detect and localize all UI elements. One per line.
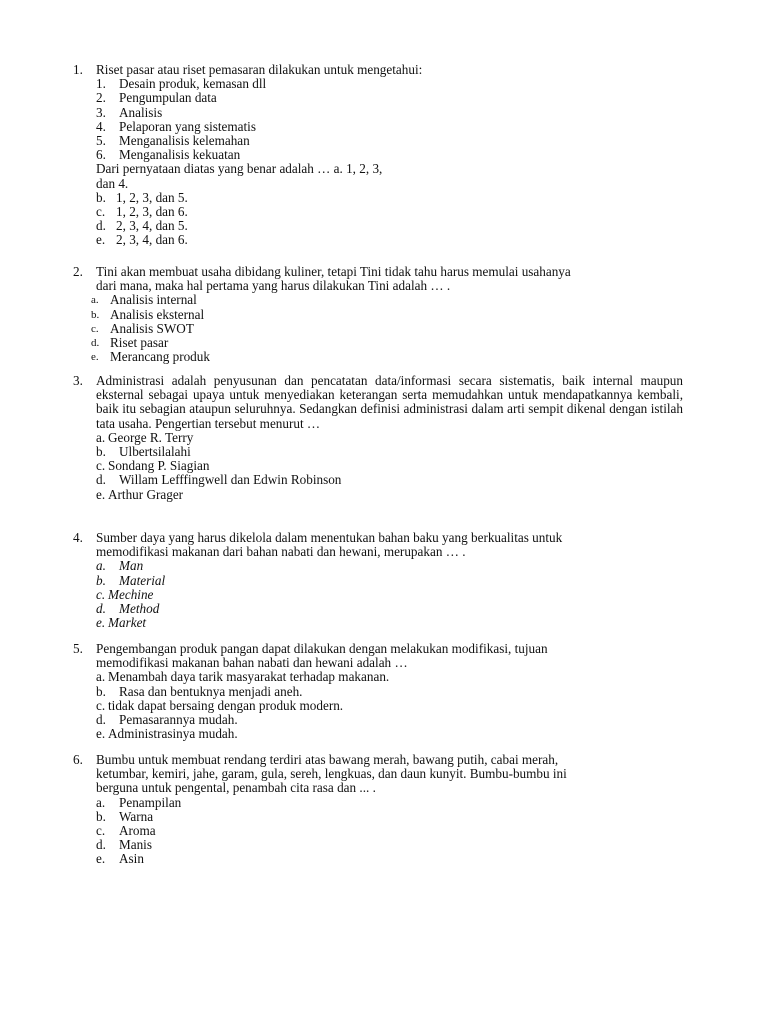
statement-text: Pengumpulan data: [119, 90, 217, 106]
statement-text: Analisis: [119, 104, 163, 120]
option-text: Market: [108, 615, 147, 631]
option-text: Man: [119, 558, 144, 574]
option-list: [73, 559, 683, 630]
option-label: d.: [91, 336, 100, 349]
option-item: [73, 445, 683, 459]
option-text: George R. Terry: [108, 429, 194, 445]
question-number: 1.: [73, 62, 83, 77]
option-item: [73, 852, 683, 866]
option-item: [73, 219, 683, 233]
option-label: e.: [96, 232, 106, 248]
option-list: [73, 191, 683, 248]
option-text: Sondang P. Siagian: [108, 458, 210, 474]
question-number: 4.: [73, 530, 83, 545]
statement-item: [73, 120, 683, 134]
option-label: a.: [96, 429, 106, 445]
option-text: Arthur Grager: [108, 486, 184, 502]
question-number: 5.: [73, 641, 83, 656]
question-stem-continued: ketumbar, kemiri, jahe, garam, gula, sereh, lengkuas, dan daun kunyit. Bumbu-bumbu ini: [96, 766, 567, 782]
option-text: Penampilan: [119, 794, 182, 810]
question-2: [73, 265, 683, 364]
statement-text: Pelaporan yang sistematis: [119, 118, 256, 134]
option-label: a.: [96, 794, 106, 810]
option-text: 2, 3, 4, dan 6.: [116, 232, 188, 248]
question-3: [73, 374, 683, 502]
option-label: c.: [96, 458, 106, 474]
option-item: [73, 205, 683, 219]
option-item: [73, 810, 683, 824]
question-stem: Tini akan membuat usaha dibidang kuliner, tetapi Tini tidak tahu harus memulai usahanya: [96, 264, 571, 279]
option-item: [73, 350, 683, 364]
option-text: 1, 2, 3, dan 6.: [116, 203, 188, 219]
statement-list: [73, 77, 683, 162]
option-text: Pemasarannya mudah.: [119, 711, 238, 727]
question-prompt: Dari pernyataan diatas yang benar adalah … a. 1, 2, 3,: [96, 161, 383, 177]
option-label: d.: [96, 711, 106, 727]
statement-item: [73, 148, 683, 162]
statement-text: Menganalisis kekuatan: [119, 147, 241, 163]
option-text: Menambah daya tarik masyarakat terhadap makanan.: [108, 669, 390, 685]
option-label: d.: [96, 472, 106, 488]
option-item: [73, 824, 683, 838]
option-text: Aroma: [119, 822, 156, 838]
statement-item: [73, 134, 683, 148]
option-item: [73, 233, 683, 247]
option-label: e.: [96, 726, 106, 742]
question-5: [73, 642, 683, 741]
option-label: c.: [91, 322, 99, 335]
option-text: 2, 3, 4, dan 5.: [116, 218, 188, 234]
option-text: Analisis eksternal: [110, 306, 205, 322]
statement-number: 4.: [96, 118, 106, 134]
option-text: Analisis internal: [110, 292, 197, 308]
option-item: [73, 191, 683, 205]
statement-text: Desain produk, kemasan dll: [119, 76, 267, 92]
option-item: [73, 559, 683, 573]
question-stem: Administrasi adalah penyusunan dan pencatatan data/informasi secara sistematis, baik internal maupun eksternal sebagai upaya untuk menyediakan keterangan serta memudahkan untuk mendapatkannya kembali, baik itu sebagian ataupun seluruhnya. Sedangkan definisi administrasi dalam arti sempit dikenal dengan istilah tata usaha. Pengertian tersebut menurut …: [96, 373, 683, 431]
statement-number: 1.: [96, 76, 106, 92]
question-stem-continued: memodifikasi makanan bahan nabati dan hewani adalah …: [96, 655, 408, 671]
option-label: e.: [96, 851, 106, 867]
option-text: Ulbertsilalahi: [119, 444, 191, 459]
option-text: Material: [119, 572, 166, 588]
statement-text: Menganalisis kelemahan: [119, 132, 250, 148]
question-number: 2.: [73, 264, 83, 279]
option-label: c.: [96, 203, 106, 219]
question-stem: Sumber daya yang harus dikelola dalam menentukan bahan baku yang berkualitas untuk: [96, 530, 563, 545]
option-item: [73, 838, 683, 852]
option-label: a.: [91, 294, 99, 307]
option-text: Willam Lefffingwell dan Edwin Robinson: [119, 472, 342, 488]
option-item: [73, 588, 683, 602]
question-stem-continued: memodifikasi makanan dari bahan nabati dan hewani, merupakan … .: [96, 544, 466, 560]
statement-item: [73, 106, 683, 120]
option-item: [73, 488, 683, 502]
option-text: tidak dapat bersaing dengan produk modern.: [108, 697, 344, 713]
option-label: d.: [96, 600, 106, 616]
option-list: [73, 293, 683, 364]
option-item: [73, 293, 683, 307]
option-label: b.: [96, 444, 106, 459]
option-item: [73, 459, 683, 473]
option-label: e.: [96, 486, 106, 502]
option-item: [73, 670, 683, 684]
option-list: [73, 796, 683, 867]
question-4: [73, 531, 683, 630]
option-label: a.: [96, 558, 106, 574]
option-item: [73, 796, 683, 810]
question-number: 6.: [73, 752, 83, 767]
option-item: [73, 616, 683, 630]
statement-number: 6.: [96, 147, 106, 163]
option-item: [73, 473, 683, 487]
option-text: Asin: [119, 851, 144, 867]
option-label: d.: [96, 218, 106, 234]
option-text: Method: [119, 600, 160, 616]
option-label: c.: [96, 822, 106, 838]
option-label: c.: [96, 586, 106, 602]
statement-item: [73, 91, 683, 105]
option-label: a.: [96, 669, 106, 685]
question-6: [73, 753, 683, 867]
option-label: e.: [96, 615, 106, 631]
option-text: Mechine: [108, 586, 154, 602]
statement-item: [73, 77, 683, 91]
option-item: [73, 431, 683, 445]
statement-number: 3.: [96, 104, 106, 120]
question-number: 3.: [73, 373, 83, 388]
option-label: b.: [96, 189, 106, 205]
option-item: [73, 308, 683, 322]
option-list: [73, 431, 683, 502]
option-label: b.: [96, 572, 106, 588]
option-label: c.: [96, 697, 106, 713]
question-stem-continued: dari mana, maka hal pertama yang harus dilakukan Tini adalah … .: [96, 278, 451, 294]
option-item: [73, 713, 683, 727]
question-stem: Bumbu untuk membuat rendang terdiri atas bawang merah, bawang putih, cabai merah,: [96, 752, 559, 767]
question-1: [73, 63, 683, 247]
option-text: 1, 2, 3, dan 5.: [116, 189, 188, 205]
option-item: [73, 727, 683, 741]
option-item: [73, 685, 683, 699]
option-text: Analisis SWOT: [110, 320, 194, 336]
option-label: b.: [96, 808, 106, 824]
option-label: d.: [96, 837, 106, 853]
option-text: Administrasinya mudah.: [108, 726, 238, 742]
option-item: [73, 574, 683, 588]
option-item: [73, 699, 683, 713]
statement-number: 2.: [96, 90, 106, 106]
option-label: e.: [91, 351, 99, 364]
question-stem: Pengembangan produk pangan dapat dilakukan dengan melakukan modifikasi, tujuan: [96, 641, 548, 656]
option-text: Rasa dan bentuknya menjadi aneh.: [119, 683, 303, 699]
option-item: [73, 322, 683, 336]
option-label: b.: [91, 308, 100, 321]
option-label: b.: [96, 683, 106, 699]
option-text: Warna: [119, 808, 154, 824]
option-item: [73, 336, 683, 350]
option-list: [73, 670, 683, 741]
option-text: Riset pasar: [110, 334, 169, 350]
statement-number: 5.: [96, 132, 106, 148]
option-text: Manis: [119, 837, 152, 853]
option-text: Merancang produk: [110, 349, 210, 365]
question-stem-continued: berguna untuk pengental, penambah cita rasa dan ... .: [96, 780, 376, 796]
option-item: [73, 602, 683, 616]
question-prompt-continued: dan 4.: [96, 175, 129, 191]
question-stem: Riset pasar atau riset pemasaran dilakukan untuk mengetahui:: [96, 62, 423, 77]
